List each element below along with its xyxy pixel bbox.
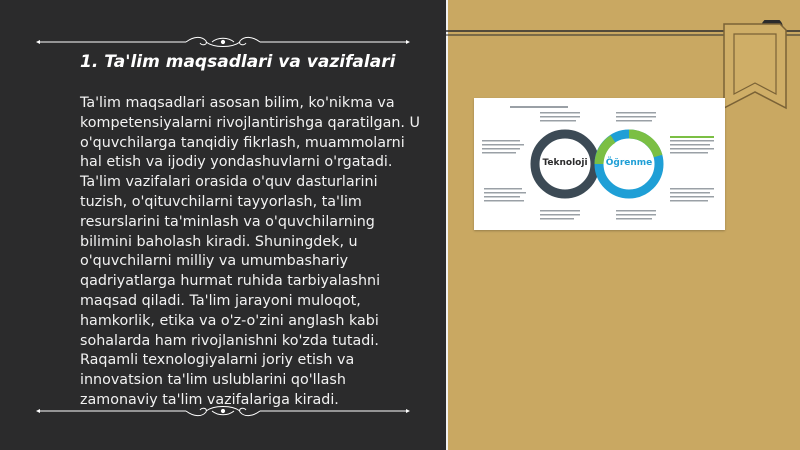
infinity-diagram	[474, 98, 725, 230]
flourish-divider-bottom	[36, 404, 410, 418]
slide-title: 1. Ta'lim maqsadlari va vazifalari	[80, 52, 396, 72]
flourish-divider-top	[36, 35, 410, 49]
diagram-label-teknoloji: Teknoloji	[542, 158, 588, 168]
panel-divider	[446, 0, 448, 450]
ribbon-bookmark-icon	[720, 20, 798, 120]
diagram-label-ogrenme: Öğrenme	[605, 158, 653, 168]
slide-body-text: Ta'lim maqsadlari asosan bilim, ko'nikma va kompetensiyalarni rivojlantirishga qaratilgan. U o'quvchilarga tanqidiy fikrlash, muammolarni hal etish va ijodiy yondashuvlarni o'rgatadi. Ta'lim vazifalari orasida o'quv dasturlarini tuzish, o'qituvchilarni tayyorlash, ta'lim resurslarini ta'minlash va o'quvchilarning bilimini baholash kiradi. Shuningdek, u o'quvchilarni milliy va umumbashariy qadriyatlarga hurmat ruhida tarbiyalashni maqsad qiladi. Ta'lim jarayoni muloqot, hamkorlik, etika va o'z-o'zini anglash kabi sohalarda ham rivojlanishni ko'zda tutadi. Raqamli texnologiyalarni joriy etish va innovatsion ta'lim uslublarini qo'llash zamonaviy ta'lim vazifalariga kiradi.	[80, 95, 420, 408]
diagram-image	[474, 98, 725, 230]
